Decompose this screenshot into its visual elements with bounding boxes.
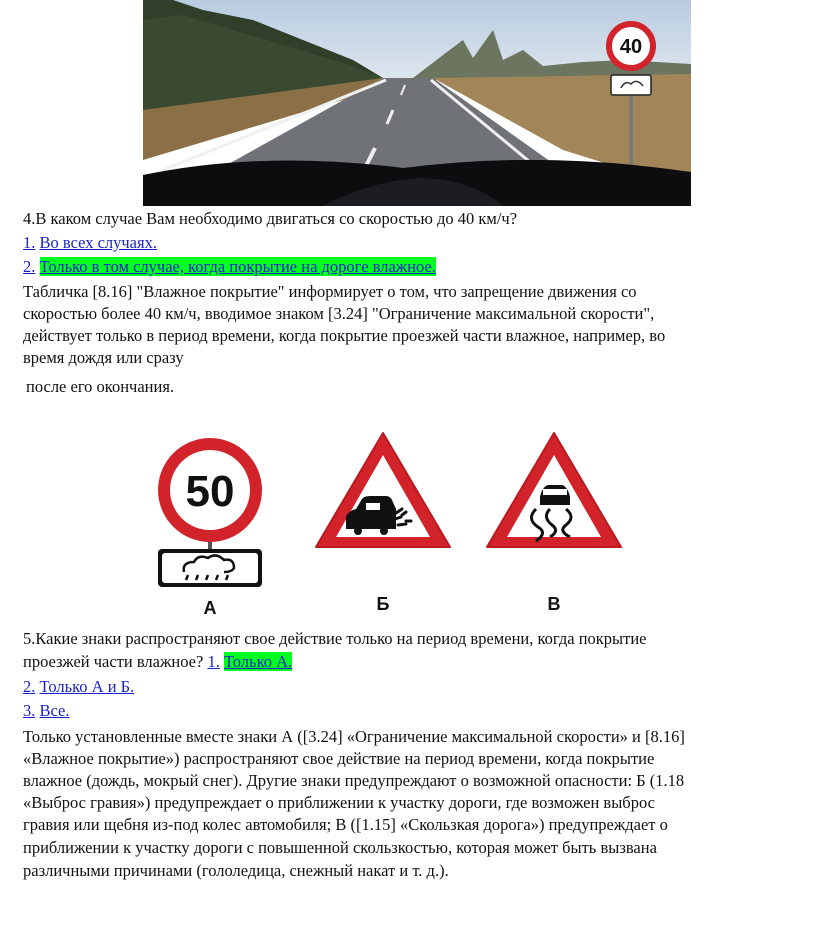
q4-answer-1-text[interactable]: Во всех случаях. <box>39 233 157 252</box>
sign-b-gravel <box>316 433 450 614</box>
photo-speed-sign-text: 40 <box>619 36 643 58</box>
q4-explanation-line: действует только в период времени, когда покрытие проезжей части влажное, например, во <box>23 326 666 345</box>
q4-answer-2[interactable] <box>23 256 436 278</box>
sign-a-speed-limit <box>158 438 262 618</box>
q5-explanation-line: гравия или щебня из-под колес автомобиля; В ([1.15] «Скользкая дорога») предупреждает о <box>23 815 668 834</box>
q4-answer-2-text[interactable]: Только в том случае, когда покрытие на дороге влажное. <box>39 257 436 276</box>
road-scene-illustration <box>143 0 691 206</box>
q5-question-line-2-text: проезжей части влажное? <box>23 652 204 671</box>
q4-answer-2-num[interactable]: 2. <box>23 257 36 276</box>
sign-b-label: Б <box>376 594 390 614</box>
q5-answer-2[interactable] <box>23 676 134 698</box>
road-signs-illustration <box>140 425 640 625</box>
q5-explanation-line: Только установленные вместе знаки А ([3.24] «Ограничение максимальной скорости» и [8.16] <box>23 727 685 746</box>
q4-answer-1[interactable] <box>23 232 157 254</box>
q4-explanation-line: скоростью более 40 км/ч, вводимое знаком [3.24] "Ограничение максимальной скорости", <box>23 304 655 323</box>
q4-answer-1-num[interactable]: 1. <box>23 233 36 252</box>
q5-explanation-line: влажное (дождь, мокрый снег). Другие знаки предупреждают о возможной опасности: Б (1.18 <box>23 771 685 790</box>
q5-answer-2-num[interactable]: 2. <box>23 677 36 696</box>
q4-explanation-tail: после его окончания. <box>26 377 175 396</box>
sign-v-label: В <box>547 594 561 614</box>
road-signs-figure <box>140 425 640 625</box>
q4-question: 4.В каком случае Вам необходимо двигаться со скоростью до 40 км/ч? <box>23 209 518 228</box>
q5-question-line-2 <box>23 651 292 673</box>
q5-answer-2-text[interactable]: Только А и Б. <box>39 677 135 696</box>
q5-answer-3-text[interactable]: Все. <box>39 701 70 720</box>
q5-explanation-line: приближении к участку дороги с повышенной скользкостью, которая может быть вызвана <box>23 838 657 857</box>
sign-a-speed-text: 50 <box>185 467 235 516</box>
q5-answer-3[interactable] <box>23 700 69 722</box>
q4-explanation-line: Табличка [8.16] "Влажное покрытие" информирует о том, что запрещение движения со <box>23 282 637 301</box>
q5-answer-1-num[interactable]: 1. <box>207 652 220 671</box>
q5-explanation-line: различными причинами (гололедица, снежный накат и т. д.). <box>23 861 449 880</box>
q5-question-line-1: 5.Какие знаки распространяют свое действие только на период времени, когда покрытие <box>23 629 647 648</box>
sign-v-slippery-road <box>487 433 621 614</box>
road-photo <box>143 0 691 206</box>
q5-explanation-line: «Выброс гравия») предупреждает о приближении к участку дороги, где возможен выброс <box>23 793 655 812</box>
sign-a-label: А <box>203 598 217 618</box>
q5-answer-3-num[interactable]: 3. <box>23 701 36 720</box>
q4-explanation-line: время дождя или сразу <box>23 348 184 367</box>
q5-answer-1-text[interactable]: Только А. <box>223 652 293 671</box>
q5-explanation-line: «Влажное покрытие») распространяют свое действие на период времени, когда покрытие <box>23 749 655 768</box>
